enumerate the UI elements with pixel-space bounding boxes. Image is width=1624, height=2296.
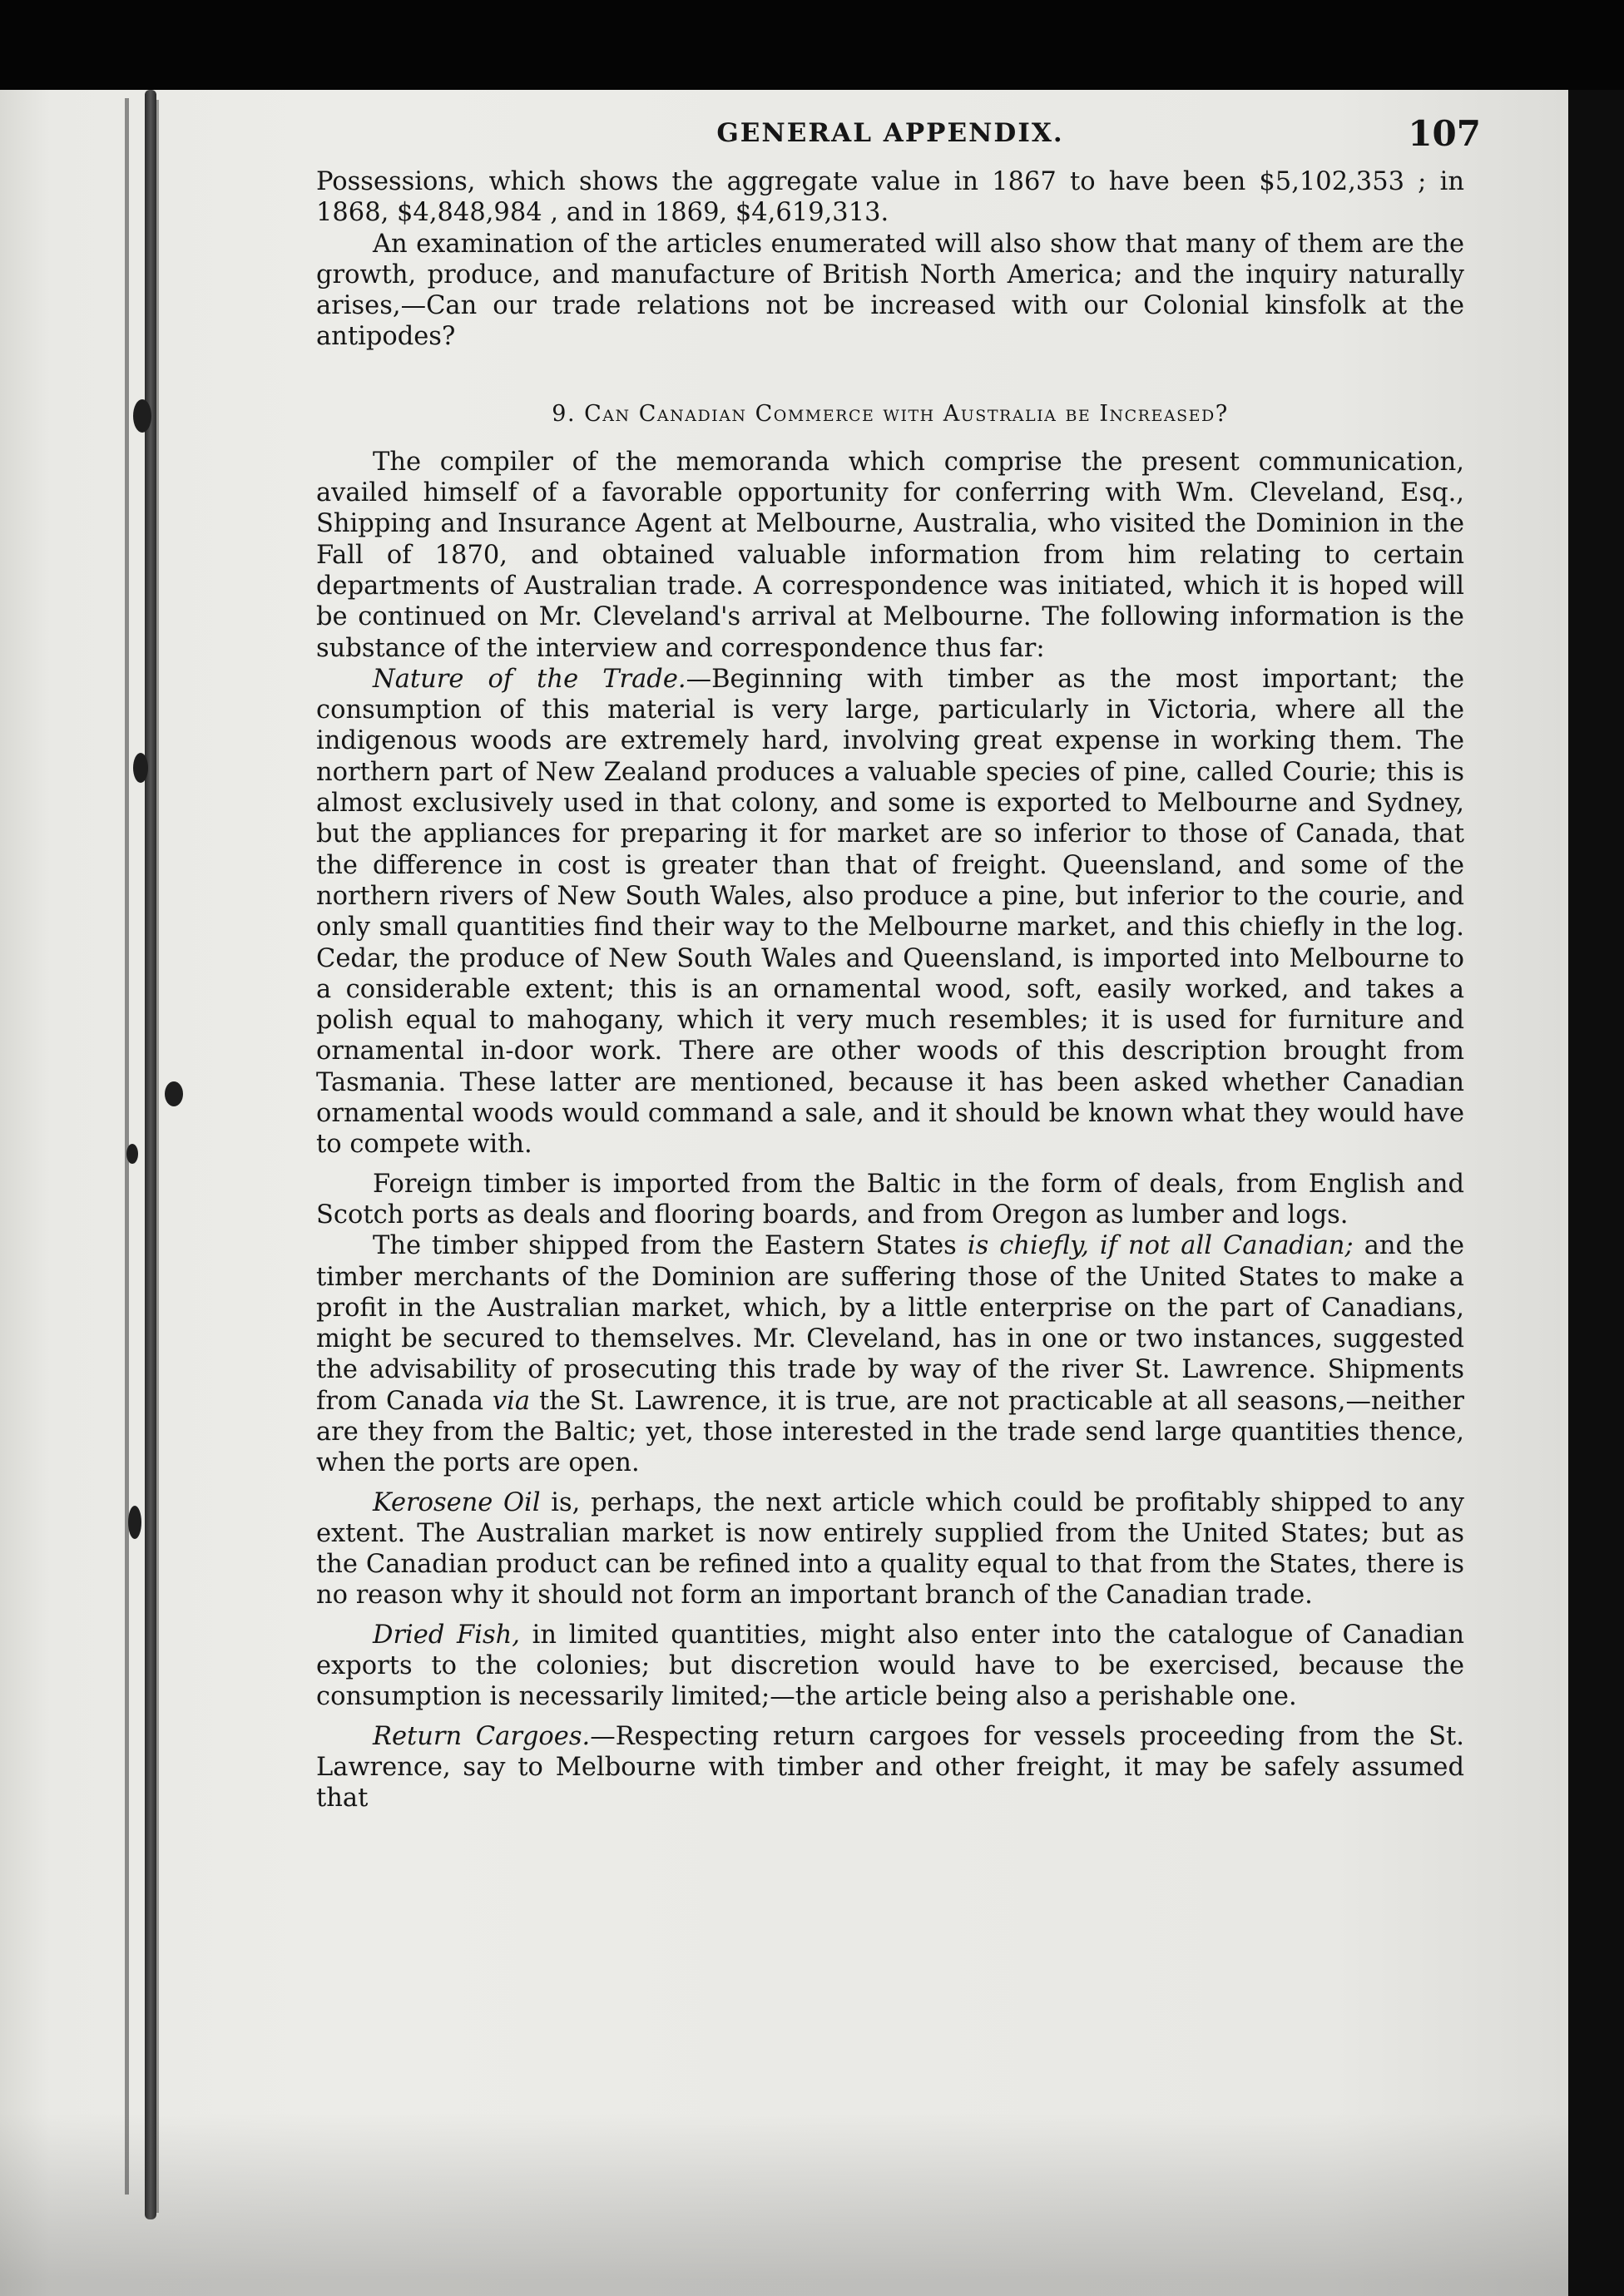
binding-mark xyxy=(165,1081,183,1106)
paragraph: The compiler of the memoranda which comprise the present communication, availed himself of a favorable opportunity for conferring with Wm. Cleveland, Esq., Shipping and Insurance Agent at Melbourne, Australia, who visited the Dominion in the Fall of 1870, and obtained valuable information from him relating to certain departments of Australian trade. A correspondence was initiated, which it is hoped will be continued on Mr. Cleveland's arrival at Melbourne. The following information is the substance of the interview and correspondence thus far: xyxy=(316,447,1464,663)
paragraph: Foreign timber is imported from the Baltic in the form of deals, from English and Scotch ports as deals and flooring boards, and from Oregon as lumber and logs. xyxy=(316,1169,1464,1230)
paragraph: Possessions, which shows the aggregate value in 1867 to have been $5,102,353 ; in 1868, $4,848,984 , and in 1869, $4,619,313. xyxy=(316,167,1464,228)
page-number: 107 xyxy=(1408,113,1481,154)
running-header xyxy=(316,108,1481,166)
paragraph: Dried Fish, in limited quantities, might also enter into the catalogue of Canadian exports to the colonies; but discretion would have to be exercised, because the consumption is necessarily limited;—the article being also a perishable one. xyxy=(316,1620,1464,1712)
document-page xyxy=(316,108,1481,1814)
paragraph: Nature of the Trade.—Beginning with timber as the most important; the consumption of this material is very large, particularly in Victoria, where all the indigenous woods are extremely hard, involving great expense in working them. The northern part of New Zealand produces a valuable species of pine, called Courie; this is almost exclusively used in that colony, and some is exported to Melbourne and Sydney, but the appliances for preparing it for market are so inferior to those of Canada, that the difference in cost is greater than that of freight. Queensland, and some of the northern rivers of New South Wales, also produce a pine, but inferior to the courie, and only small quantities find their way to the Melbourne market, and this chiefly in the log. Cedar, the produce of New South Wales and Queensland, is imported into Melbourne to a considerable extent; this is an ornamental wood, soft, easily worked, and takes a polish equal to mahogany, which it very much resembles; it is used for furniture and ornamental in-door work. There are other woods of this description brought from Tasmania. These latter are mentioned, because it has been asked whether Canadian ornamental woods would command a sale, and it should be known what they would have to compete with. xyxy=(316,664,1464,1160)
paragraph-lead: Kerosene Oil xyxy=(373,1487,541,1517)
paragraph: Return Cargoes.—Respecting return cargoes for vessels proceeding from the St. Lawrence, say to Melbourne with timber and other freight, it may be safely assumed that xyxy=(316,1721,1464,1814)
scan-top-border xyxy=(0,0,1624,90)
paragraph-lead: Nature of the Trade. xyxy=(373,664,686,694)
running-title: GENERAL APPENDIX. xyxy=(716,118,1064,148)
scan-right-border xyxy=(1568,90,1624,2296)
binding-mark xyxy=(133,399,151,433)
binding-mark xyxy=(126,1144,138,1164)
emphasis: via xyxy=(492,1386,531,1416)
binding-mark xyxy=(128,1506,141,1539)
paragraph: Kerosene Oil is, perhaps, the next article which could be profitably shipped to any extent. The Australian market is now entirely supplied from the United States; but as the Canadian product can be refined into a quality equal to that from the States, there is no reason why it should not form an important branch of the Canadian trade. xyxy=(316,1487,1464,1611)
binding-mark xyxy=(133,753,148,783)
paragraph: An examination of the articles enumerated will also show that many of them are the growth, produce, and manufacture of British North America; and the inquiry naturally arises,—Can our trade relations not be increased with our Colonial kinsfolk at the antipodes? xyxy=(316,229,1464,352)
paragraph: The timber shipped from the Eastern States is chiefly, if not all Canadian; and the timber merchants of the Dominion are suffering those of the United States to make a profit in the Australian market, which, by a little enterprise on the part of Canadians, might be secured to themselves. Mr. Cleveland, has in one or two instances, suggested the advisability of prosecuting this trade by way of the river St. Lawrence. Shipments from Canada via the St. Lawrence, it is true, are not practicable at all seasons,—neither are they from the Baltic; yet, those interested in the trade send large quantities thence, when the ports are open. xyxy=(316,1231,1465,1478)
paragraph-lead: Dried Fish, xyxy=(373,1620,520,1650)
page-bottom-shadow xyxy=(0,2113,1568,2296)
binding-edge xyxy=(156,100,159,2213)
section-heading: 9. Can Canadian Commerce with Australia be Increased? xyxy=(552,400,1229,427)
paragraph-lead: Return Cargoes. xyxy=(373,1721,591,1751)
emphasis: is chiefly, if not all Canadian; xyxy=(967,1231,1354,1261)
